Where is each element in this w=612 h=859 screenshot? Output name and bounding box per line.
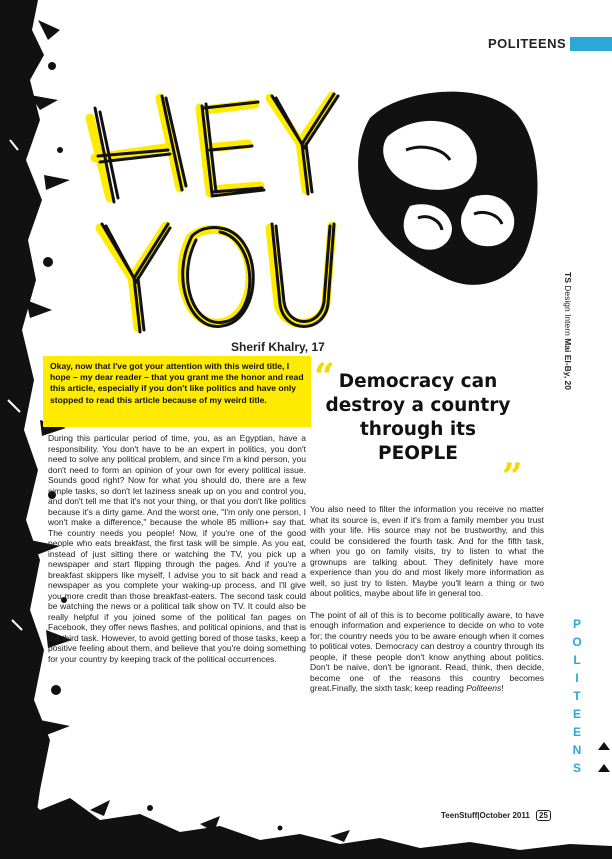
paragraph: The point of all of this is to become politically aware, to have enough information and experience to decide on who to vote for; the country needs you to be aware enough when it comes to political votes. Democracy can destroy a country through its people, if these people don't know anything about politics. Don't be naive, don't be ignorant. Read, think, then decide, become one of the reasons this country becomes great.Finally, the sixth task; keep reading Politeens! xyxy=(310,609,544,693)
pull-quote: Democracy can destroy a country through its PEOPLE xyxy=(325,371,511,464)
quote-open-icon: “ xyxy=(314,356,335,398)
credit-name: Mai El-By, 20 xyxy=(563,338,573,390)
grunge-border-left xyxy=(0,0,80,859)
author-byline: Sherif Khalry, 17 xyxy=(231,340,325,354)
article-column-left xyxy=(48,433,306,664)
side-section-label: P O L I T E E N S xyxy=(572,617,582,775)
page-footer: TeenStuff|October 2011 25 xyxy=(441,810,551,821)
paragraph: You also need to filter the information you receive no matter what its source is, even if it's from a family member you trust with your life. His source may not be trustworthy, and this could be considered the fourth task. And for the fifth task, when you go on family visits, try to listen to what the grownups are talking about. They definitely have more experience than you do and most likely more information as well, so just try to listen. Maybe you'll learn a thing or two about politics, maybe about life in general too. xyxy=(310,504,544,598)
quote-close-icon: ” xyxy=(502,456,523,498)
hero-artwork xyxy=(70,78,540,348)
section-label: POLITEENS xyxy=(488,36,567,51)
intro-text: Okay, now that I've got your attention with this weird title, I hope – my dear reader – that you grant me the honor and read this article, especially if you don't like politics and have only stopped to read this article because of my weird title. xyxy=(50,361,304,405)
design-credit xyxy=(560,272,576,415)
magazine-title: TeenStuff xyxy=(441,811,478,820)
magazine-name: Politeens xyxy=(466,683,502,693)
credit-role: Design Intern xyxy=(563,285,573,336)
article-column-right xyxy=(310,504,544,705)
intro-highlight-box xyxy=(43,356,311,427)
pointing-fist-icon xyxy=(358,92,537,285)
arrow-decoration-icon xyxy=(598,742,610,772)
section-accent-bar xyxy=(570,37,612,51)
paragraph: During this particular period of time, you, as an Egyptian, have a responsibility. You don't have to be an expert in politics, you don't need to solve any political problem, and since I'm a kind person, you don't need to form an opinion of your own for every political issue. Sounds good right? Now for what you should do, there are a few simple tasks, so don't let laziness sneak up on you and control you, and don't tell me that it's not your thing, or that you don't like politics because it's a dirty game. And the worst one, "I'm only one person, I won't make a difference," because the whole 85 million+ say that. The country needs you people! Now, if you're one of the good people who eats breakfast, the first task will be simple. As you eat, instead of just sitting there or watching the TV, you pick up a newspaper and start flipping through the pages. And if you're a breakfast skippers like myself, I advise you to sit back and read a newspaper as you complete your waking-up process, and I'll give you more credit than those breakfast-eaters. The second task could be watching the news or a political talk show on TV. It could also be really helpful if you joined some of the political fan pages on Facebook, they offer news flashes, and political opinions, and that is the third task. However, to avoid getting bored of those tasks, keep a positive feeling about them, and believe that you're doing something for your country by keeping track of the political occurrences. xyxy=(48,433,306,664)
credit-prefix: TS xyxy=(563,272,573,283)
issue-date: October 2011 xyxy=(479,811,530,820)
pull-quote-block xyxy=(314,356,523,498)
page-number: 25 xyxy=(536,810,551,821)
